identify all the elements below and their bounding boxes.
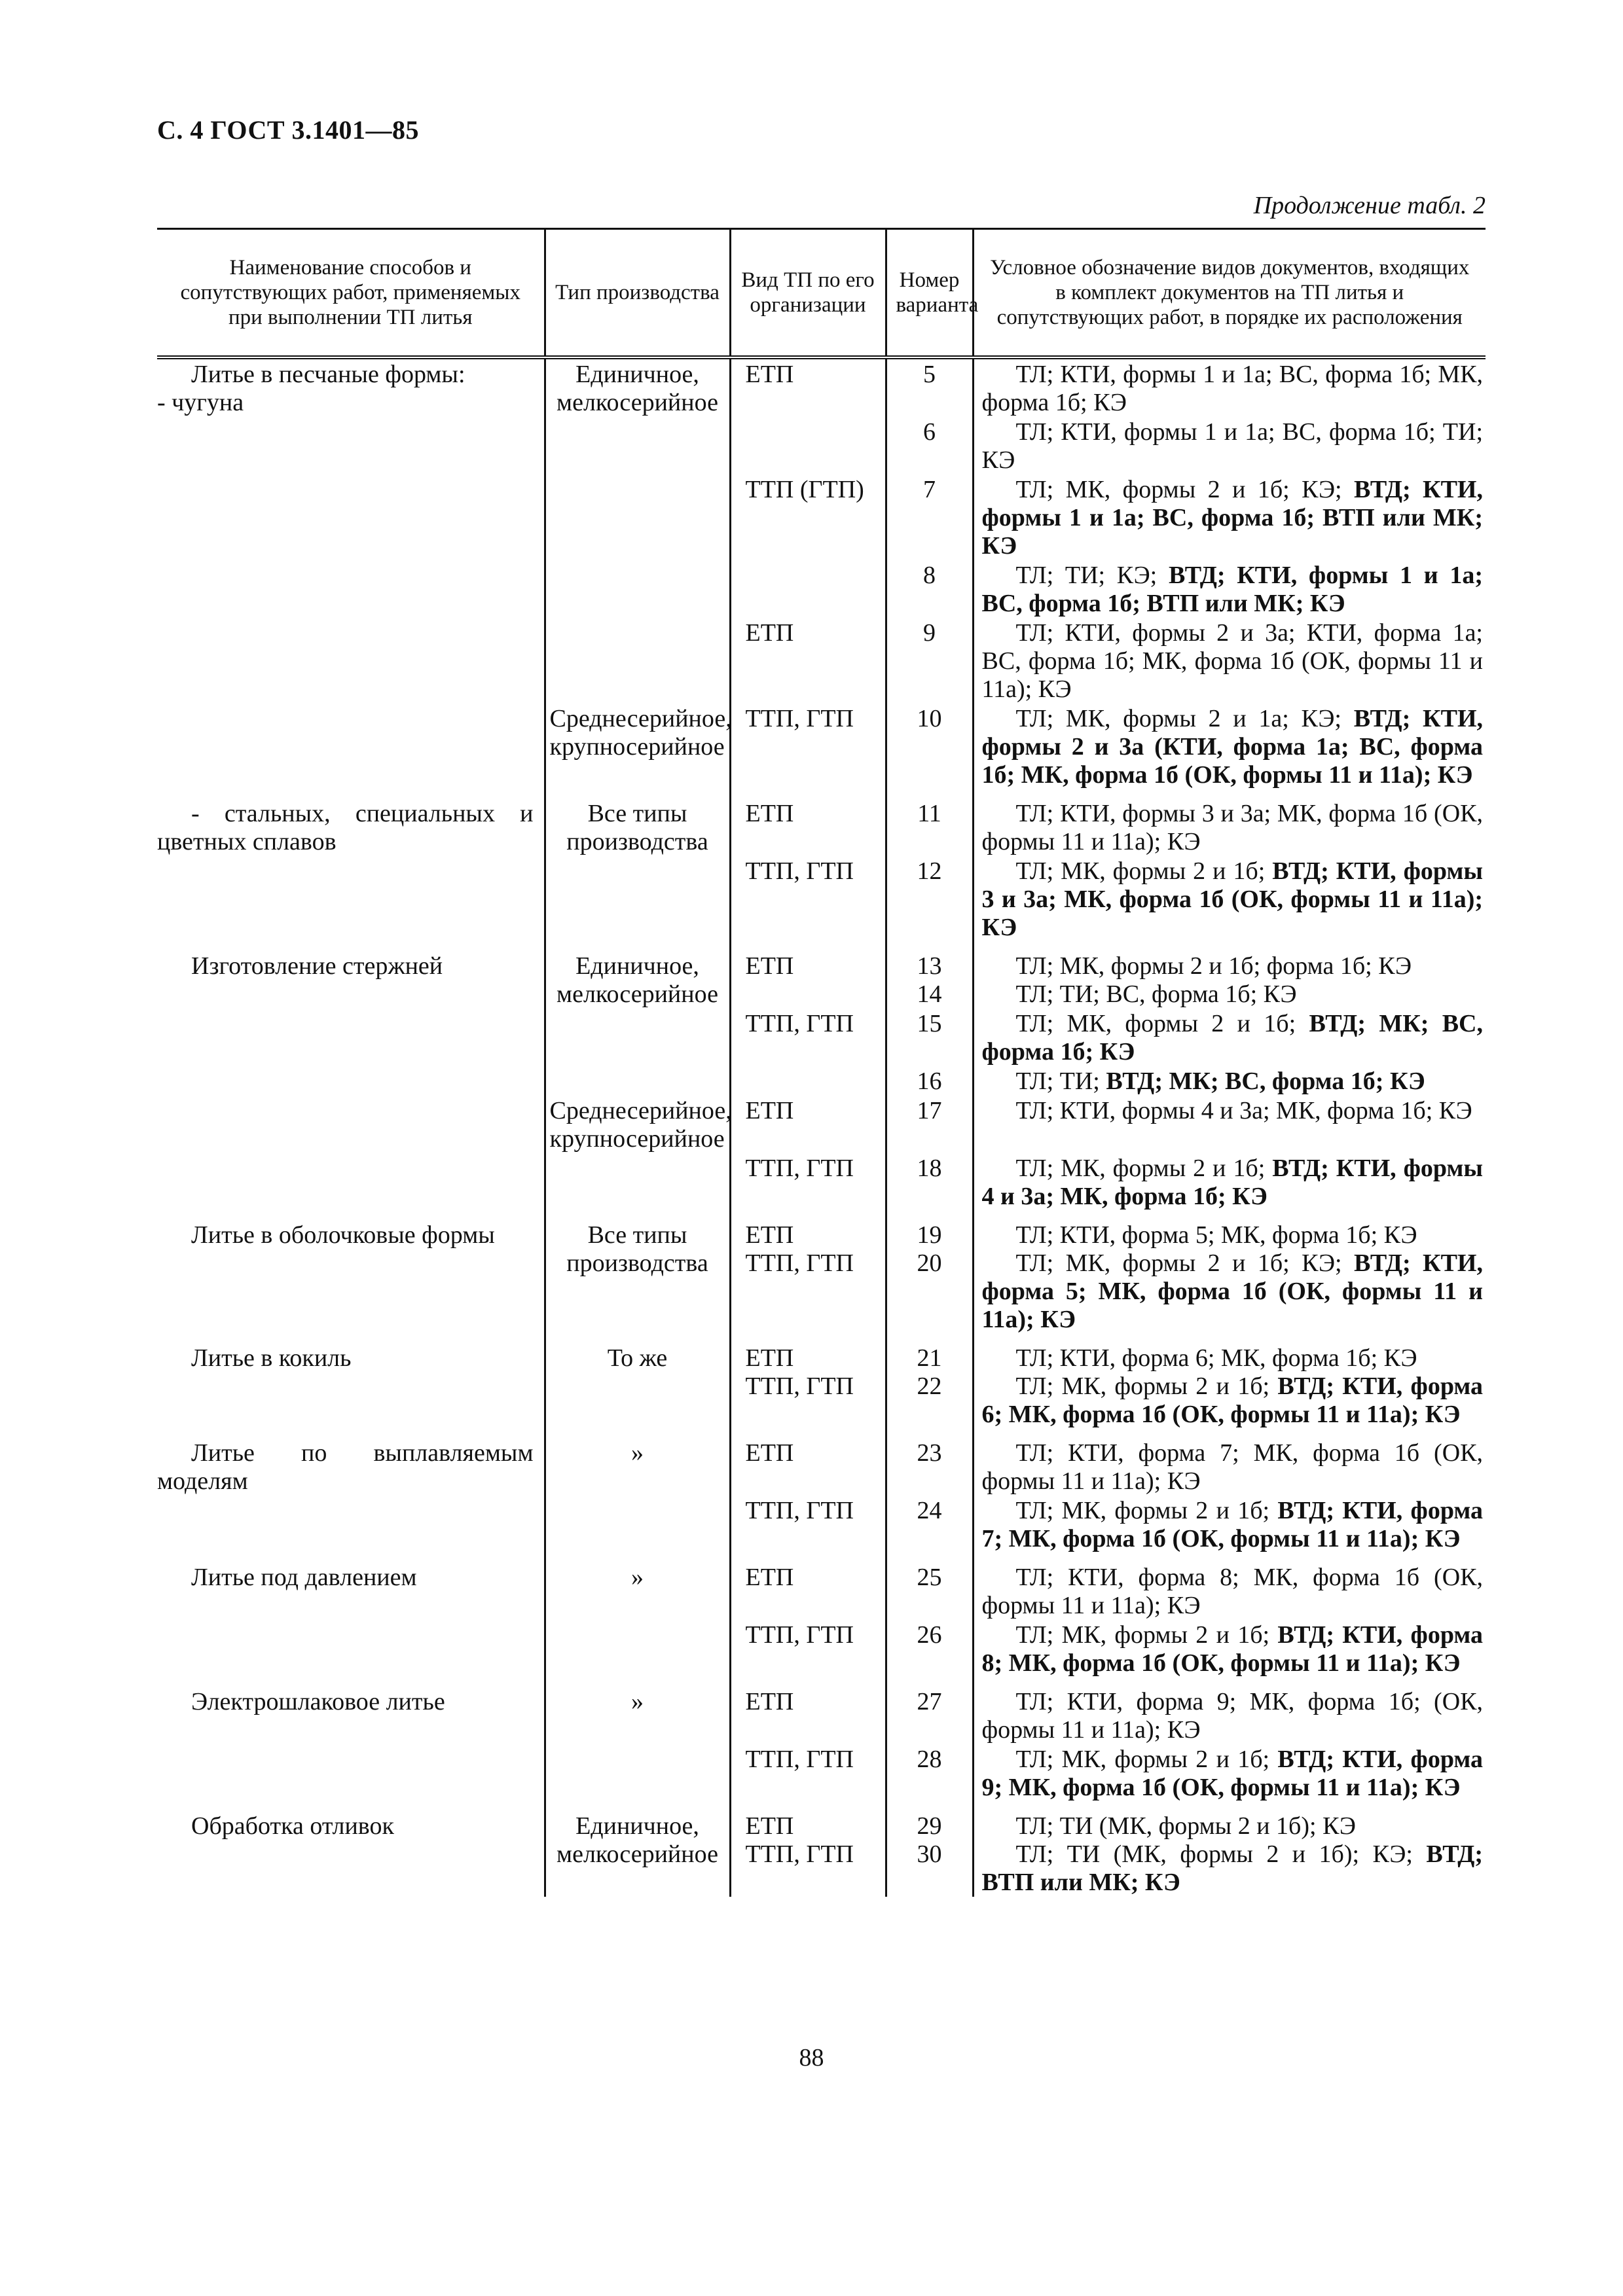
cell-process-organization: ТТП, ГТП	[730, 1496, 886, 1553]
cell-variant-number: 13 14	[886, 942, 973, 1009]
cell-document-designations	[973, 1496, 1486, 1553]
page-header: С. 4 ГОСТ 3.1401—85	[157, 115, 420, 145]
cell-process-organization: ТТП, ГТП	[730, 1620, 886, 1677]
cell-production-type: »	[545, 1429, 730, 1496]
cell-variant-number: 24	[886, 1496, 973, 1553]
column-header-process-organization: Вид ТП по его организации	[730, 229, 886, 358]
table-row	[157, 1620, 1486, 1677]
table-row	[157, 357, 1486, 417]
cell-process-organization: ЕТП	[730, 618, 886, 704]
table-row	[157, 1211, 1486, 1334]
cell-production-type	[545, 1496, 730, 1553]
cell-process-organization	[730, 417, 886, 475]
cell-process-organization: ЕТП ТТП, ГТП	[730, 1211, 886, 1334]
cell-production-type	[545, 475, 730, 560]
method-text: Литье в оболочковые формы	[191, 1221, 495, 1249]
cell-production-type: »	[545, 1553, 730, 1620]
cell-document-designations	[973, 1677, 1486, 1744]
docs-line	[982, 857, 1484, 942]
column-header-document-designations: Условное обозначение видов документов, входящих в комплект документов на ТП литья и сопутствующих работ, в порядке их расположения	[973, 229, 1486, 358]
document-table-wrapper	[157, 228, 1486, 1897]
cell-method	[157, 1153, 545, 1211]
cell-method	[157, 1677, 545, 1744]
docs-line	[982, 1249, 1484, 1334]
method-text: Литье по выплавляемым моделям	[157, 1439, 534, 1495]
cell-variant-number: 6	[886, 417, 973, 475]
table-row	[157, 1066, 1486, 1096]
cell-document-designations	[973, 475, 1486, 560]
table-row	[157, 856, 1486, 942]
cell-process-organization: ЕТП ТТП, ГТП	[730, 1334, 886, 1429]
table-row	[157, 1009, 1486, 1066]
cell-document-designations	[973, 1744, 1486, 1802]
docs-normal-text: ТЛ; МК, формы 2 и 1б;	[1015, 1746, 1278, 1773]
docs-bold-text: ВТД; КТИ, формы 2 и 3а (КТИ, форма 1а; ВС, форма 1б; МК, форма 1б (ОК, формы 11 и 11а); КЭ	[981, 705, 1483, 789]
docs-line	[982, 1688, 1484, 1744]
docs-normal-text: ТЛ; МК, формы 2 и 1б; форма 1б; КЭ	[1015, 952, 1412, 980]
docs-normal-text: ТЛ; МК, формы 2 и 1б;	[1015, 1372, 1278, 1400]
cell-method	[157, 1066, 545, 1096]
docs-line	[982, 952, 1484, 980]
cell-process-organization	[730, 1066, 886, 1096]
method-line: - чугуна	[157, 389, 244, 416]
table-row	[157, 704, 1486, 789]
cell-method	[157, 417, 545, 475]
table-row	[157, 618, 1486, 704]
document-types-table	[157, 228, 1486, 1897]
column-header-production-type: Тип производства	[545, 229, 730, 358]
docs-normal-text: ТЛ; КТИ, форма 8; МК, форма 1б (ОК, формы 11 и 11а); КЭ	[981, 1564, 1483, 1619]
table-row	[157, 1153, 1486, 1211]
method-text: Литье под давлением	[191, 1564, 417, 1591]
cell-method	[157, 1553, 545, 1620]
cell-process-organization: ТТП, ГТП	[730, 1009, 886, 1066]
cell-process-organization: ТТП, ГТП	[730, 1153, 886, 1211]
docs-line	[982, 476, 1484, 560]
docs-normal-text: ТЛ; МК, формы 2 и 1б; КЭ;	[1015, 476, 1355, 503]
method-text: - стальных, специальных и цветных сплавов	[157, 800, 534, 855]
docs-normal-text: ТЛ; ТИ;	[1015, 1067, 1106, 1095]
cell-variant-number: 18	[886, 1153, 973, 1211]
cell-process-organization: ЕТП	[730, 1677, 886, 1744]
cell-variant-number: 8	[886, 560, 973, 618]
docs-normal-text: ТЛ; МК, формы 2 и 1б;	[1015, 857, 1273, 885]
cell-method	[157, 560, 545, 618]
docs-line	[982, 361, 1484, 417]
docs-line	[982, 1155, 1484, 1211]
cell-variant-number: 26	[886, 1620, 973, 1677]
table-row	[157, 1802, 1486, 1897]
cell-production-type: Все типы производства	[545, 1211, 730, 1334]
docs-bold-text: ВТД; КТИ, форма 9; МК, форма 1б (ОК, формы 11 и 11а); КЭ	[981, 1746, 1483, 1801]
cell-production-type	[545, 1153, 730, 1211]
docs-normal-text: ТЛ; ТИ (МК, формы 2 и 1б); КЭ	[1015, 1812, 1356, 1840]
cell-variant-number: 19 20	[886, 1211, 973, 1334]
table-row	[157, 560, 1486, 618]
docs-bold-text: ВТД; КТИ, формы 4 и 3а; МК, форма 1б; КЭ	[981, 1155, 1483, 1210]
cell-production-type	[545, 1066, 730, 1096]
docs-bold-text: ВТД; МК; ВС, форма 1б; КЭ	[981, 1010, 1483, 1066]
cell-method	[157, 942, 545, 1009]
cell-process-organization: ЕТП	[730, 1553, 886, 1620]
cell-document-designations	[973, 357, 1486, 417]
docs-line	[982, 800, 1484, 856]
cell-document-designations	[973, 789, 1486, 856]
method-text: Обработка отливок	[191, 1812, 394, 1840]
cell-method	[157, 1009, 545, 1066]
docs-line	[982, 1010, 1484, 1066]
cell-variant-number: 25	[886, 1553, 973, 1620]
docs-normal-text: ТЛ; КТИ, форма 6; МК, форма 1б; КЭ	[1015, 1344, 1417, 1372]
table-continuation-note: Продолжение табл. 2	[1253, 192, 1486, 219]
cell-variant-number: 17	[886, 1096, 973, 1153]
cell-process-organization: ЕТП	[730, 789, 886, 856]
cell-method	[157, 1620, 545, 1677]
docs-normal-text: ТЛ; КТИ, формы 3 и 3а; МК, форма 1б (ОК, формы 11 и 11а); КЭ	[981, 800, 1483, 855]
docs-bold-text: ВТД; КТИ, формы 1 и 1а; ВС, форма 1б; ВТП или МК; КЭ	[981, 562, 1483, 617]
cell-production-type	[545, 1744, 730, 1802]
docs-normal-text: ТЛ; КТИ, формы 4 и 3а; МК, форма 1б; КЭ	[1015, 1097, 1472, 1124]
docs-normal-text: ТЛ; КТИ, формы 1 и 1а; ВС, форма 1б; ТИ; КЭ	[981, 418, 1483, 474]
column-header-method: Наименование способов и сопутствующих работ, применяемых при выполнении ТП литья	[157, 229, 545, 358]
method-text: Изготовление стержней	[191, 952, 443, 980]
docs-bold-text: ВТД; МК; ВС, форма 1б; КЭ	[1106, 1067, 1425, 1095]
docs-normal-text: ТЛ; ТИ; ВС, форма 1б; КЭ	[1015, 980, 1297, 1008]
table-row	[157, 1677, 1486, 1744]
cell-process-organization: ЕТП ТТП, ГТП	[730, 1802, 886, 1897]
cell-variant-number: 15	[886, 1009, 973, 1066]
docs-line	[982, 1344, 1484, 1372]
docs-line	[982, 1372, 1484, 1429]
cell-process-organization: ТТП, ГТП	[730, 856, 886, 942]
cell-variant-number: 12	[886, 856, 973, 942]
docs-line	[982, 1221, 1484, 1249]
table-row	[157, 789, 1486, 856]
table-row	[157, 1334, 1486, 1429]
table-row	[157, 1496, 1486, 1553]
cell-method	[157, 1334, 545, 1429]
docs-normal-text: ТЛ; КТИ, форма 9; МК, форма 1б; (ОК, формы 11 и 11а); КЭ	[981, 1688, 1483, 1744]
docs-line	[982, 1564, 1484, 1620]
cell-method	[157, 357, 545, 417]
cell-production-type: Среднесерийное, крупносерийное	[545, 704, 730, 789]
cell-variant-number: 27	[886, 1677, 973, 1744]
table-row	[157, 942, 1486, 1009]
table-body	[157, 357, 1486, 1897]
cell-method	[157, 475, 545, 560]
docs-normal-text: ТЛ; МК, формы 2 и 1б; КЭ;	[1015, 1249, 1355, 1277]
docs-bold-text: ВТД; КТИ, форма 5; МК, форма 1б (ОК, формы 11 и 11а); КЭ	[981, 1249, 1483, 1333]
cell-production-type: Единичное, мелкосерийное	[545, 1802, 730, 1897]
cell-process-organization: ЕТП	[730, 1096, 886, 1153]
cell-document-designations	[973, 1429, 1486, 1496]
docs-normal-text: ТЛ; КТИ, форма 5; МК, форма 1б; КЭ	[1015, 1221, 1417, 1249]
docs-line	[982, 1840, 1484, 1897]
docs-normal-text: ТЛ; КТИ, формы 1 и 1а; ВС, форма 1б; МК, форма 1б; КЭ	[981, 361, 1483, 416]
docs-line	[982, 1497, 1484, 1553]
docs-line	[982, 619, 1484, 704]
cell-production-type: Все типы производства	[545, 789, 730, 856]
cell-variant-number: 5	[886, 357, 973, 417]
cell-process-organization: ЕТП	[730, 942, 886, 1009]
table-row	[157, 1744, 1486, 1802]
docs-line	[982, 1439, 1484, 1496]
docs-line	[982, 418, 1484, 475]
docs-normal-text: ТЛ; МК, формы 2 и 1б;	[1015, 1010, 1309, 1037]
cell-document-designations	[973, 1009, 1486, 1066]
cell-method	[157, 1744, 545, 1802]
table-row	[157, 1096, 1486, 1153]
docs-bold-text: ВТД; КТИ, формы 3 и 3а; МК, форма 1б (ОК, формы 11 и 11а); КЭ	[981, 857, 1483, 941]
table-row	[157, 475, 1486, 560]
table-row	[157, 417, 1486, 475]
cell-production-type	[545, 1009, 730, 1066]
column-header-variant-number: Номер варианта	[886, 229, 973, 358]
docs-bold-text: ВТД; КТИ, формы 1 и 1а; ВС, форма 1б; ВТП или МК; КЭ	[981, 476, 1483, 560]
cell-document-designations	[973, 1334, 1486, 1429]
docs-normal-text: ТЛ; МК, формы 2 и 1б;	[1015, 1155, 1273, 1182]
method-text: Литье в кокиль	[191, 1344, 352, 1372]
cell-production-type	[545, 856, 730, 942]
cell-document-designations	[973, 1153, 1486, 1211]
page-number: 88	[799, 2044, 824, 2072]
cell-document-designations	[973, 1096, 1486, 1153]
docs-normal-text: ТЛ; ТИ; КЭ;	[1015, 562, 1169, 589]
method-line: Литье в песчаные формы:	[191, 361, 465, 388]
cell-process-organization: ЕТП	[730, 1429, 886, 1496]
cell-method	[157, 789, 545, 856]
docs-normal-text: ТЛ; КТИ, формы 2 и 3а; КТИ, форма 1а; ВС, форма 1б; МК, форма 1б (ОК, формы 11 и 11а); КЭ	[981, 619, 1483, 703]
cell-document-designations	[973, 704, 1486, 789]
table-row	[157, 1429, 1486, 1496]
docs-line	[982, 1621, 1484, 1677]
cell-method	[157, 618, 545, 704]
cell-method	[157, 1096, 545, 1153]
cell-process-organization: ТТП, ГТП	[730, 704, 886, 789]
cell-variant-number: 21 22	[886, 1334, 973, 1429]
docs-bold-text: ВТД; КТИ, форма 8; МК, форма 1б (ОК, формы 11 и 11а); КЭ	[981, 1621, 1483, 1677]
cell-production-type: »	[545, 1677, 730, 1744]
cell-method	[157, 1429, 545, 1496]
docs-bold-text: ВТД; КТИ, форма 7; МК, форма 1б (ОК, формы 11 и 11а); КЭ	[981, 1497, 1483, 1552]
cell-document-designations	[973, 1620, 1486, 1677]
cell-document-designations	[973, 417, 1486, 475]
docs-line	[982, 1812, 1484, 1840]
cell-document-designations	[973, 1553, 1486, 1620]
cell-production-type: Единичное, мелкосерийное	[545, 942, 730, 1009]
docs-line	[982, 1097, 1484, 1125]
cell-document-designations	[973, 618, 1486, 704]
cell-variant-number: 9	[886, 618, 973, 704]
cell-method	[157, 1211, 545, 1334]
docs-line	[982, 705, 1484, 789]
docs-line	[982, 1746, 1484, 1802]
cell-variant-number: 28	[886, 1744, 973, 1802]
method-text: Электрошлаковое литье	[191, 1688, 445, 1715]
cell-document-designations	[973, 1802, 1486, 1897]
cell-production-type	[545, 417, 730, 475]
docs-normal-text: ТЛ; МК, формы 2 и 1а; КЭ;	[1015, 705, 1354, 732]
cell-production-type	[545, 1620, 730, 1677]
table-header-row	[157, 229, 1486, 358]
cell-document-designations	[973, 1211, 1486, 1334]
cell-variant-number: 10	[886, 704, 973, 789]
cell-document-designations	[973, 942, 1486, 1009]
docs-normal-text: ТЛ; ТИ (МК, формы 2 и 1б); КЭ;	[1015, 1840, 1427, 1868]
cell-variant-number: 29 30	[886, 1802, 973, 1897]
docs-normal-text: ТЛ; МК, формы 2 и 1б;	[1015, 1497, 1278, 1524]
cell-document-designations	[973, 560, 1486, 618]
cell-variant-number: 11	[886, 789, 973, 856]
cell-production-type: Единичное, мелкосерийное	[545, 357, 730, 417]
cell-document-designations	[973, 1066, 1486, 1096]
cell-method	[157, 1802, 545, 1897]
cell-production-type: То же	[545, 1334, 730, 1429]
docs-bold-text: ВТД; ВТП или МК; КЭ	[981, 1840, 1483, 1896]
docs-normal-text: ТЛ; КТИ, форма 7; МК, форма 1б (ОК, формы 11 и 11а); КЭ	[981, 1439, 1483, 1495]
cell-method	[157, 704, 545, 789]
cell-variant-number: 7	[886, 475, 973, 560]
cell-production-type: Среднесерийное, крупносерийное	[545, 1096, 730, 1153]
cell-process-organization: ТТП, ГТП	[730, 1744, 886, 1802]
cell-method	[157, 856, 545, 942]
cell-variant-number: 23	[886, 1429, 973, 1496]
cell-method	[157, 1496, 545, 1553]
docs-normal-text: ТЛ; МК, формы 2 и 1б;	[1015, 1621, 1278, 1649]
cell-process-organization: ТТП (ГТП)	[730, 475, 886, 560]
cell-document-designations	[973, 856, 1486, 942]
cell-variant-number: 16	[886, 1066, 973, 1096]
docs-bold-text: ВТД; КТИ, форма 6; МК, форма 1б (ОК, формы 11 и 11а); КЭ	[981, 1372, 1483, 1428]
cell-process-organization: ЕТП	[730, 357, 886, 417]
table-row	[157, 1553, 1486, 1620]
cell-process-organization	[730, 560, 886, 618]
cell-production-type	[545, 618, 730, 704]
cell-production-type	[545, 560, 730, 618]
docs-line	[982, 980, 1484, 1009]
docs-line	[982, 1067, 1484, 1096]
docs-line	[982, 562, 1484, 618]
